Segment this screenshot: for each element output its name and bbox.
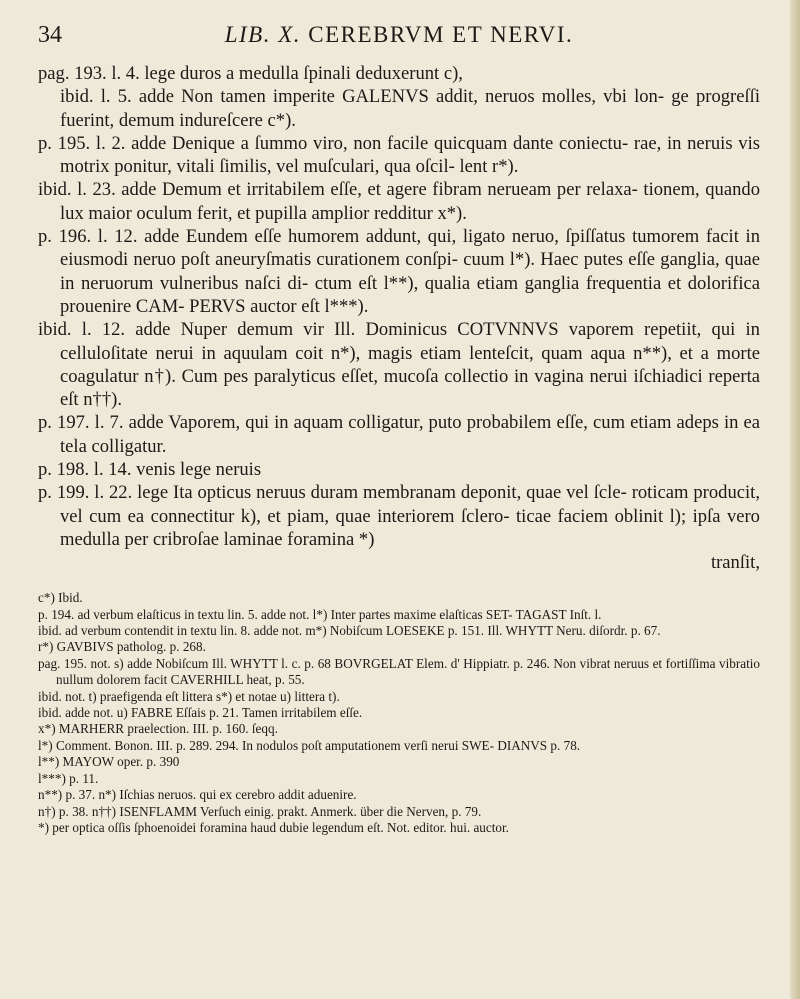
text-line: roticam producit, vel cum ea connectitur k), et piam, quae interiorem ſclero- (60, 482, 760, 527)
catchword-line: tranſit, (710, 552, 760, 574)
text-line: ctum eſt l**), qualia etiam ganglia frequentia et dolorifica prouenire CAM- (60, 272, 760, 317)
footnote: ibid. not. t) praefigenda eſt littera s*) et notae u) littera t). (38, 688, 340, 704)
title-text: CEREBRVM ET NERVI. (308, 22, 574, 47)
page-edge (790, 0, 800, 999)
footnote (38, 738, 760, 754)
text-line: ibid. l. 12. adde Nuper demum vir Ill. Dominicus COTVNNVS vaporem repetiit, (38, 319, 702, 341)
footnote-line: p. 246. Non vibrat neruus et fortiſſima vibratio nullum dolorem facit CAVERHILL heat, p. 55. (56, 655, 760, 688)
running-header (38, 22, 760, 58)
entry (38, 411, 760, 458)
footnote-line: p. 194. ad verbum elaſticus in textu lin. 5. adde not. l*) Inter partes maxime elaſticas SET- (38, 606, 513, 622)
text-line: ibid. l. 5. adde Non tamen imperite GALENVS addit, neruos molles, vbi lon- (60, 86, 665, 108)
text-line: p. 195. l. 2. adde Denique a ſummo viro, non facile quicquam dante coniectu- (38, 132, 629, 154)
entry (38, 318, 760, 411)
footnote-line: ibid. ad verbum contendit in textu lin. 8. adde not. m*) Nobiſcum LOESEKE p. 151. Ill. (38, 623, 503, 639)
page-number: 34 (38, 22, 62, 48)
text-line: PERVS auctor eſt l***). (189, 295, 369, 317)
footnote: l**) MAYOW oper. p. 390 (38, 754, 180, 770)
text-line: ge progreſſi fuerint, demum indureſcere c*). (60, 86, 760, 131)
entry (38, 62, 760, 132)
text-line: rae, in neruis vis motrix ponitur, vitali ſimilis, vel muſculari, qua oſcil- (60, 132, 760, 178)
text-line: p. 199. l. 22. lege Ita opticus neruus duram membranam deponit, quae vel ſcle- (38, 482, 627, 504)
footnote: x*) MARHERR praelection. III. p. 160. ſeqq. (38, 721, 278, 737)
text-line: tionem, quando lux maior oculum ferit, et pupilla amplior redditur x*). (60, 179, 760, 224)
text-line: collectio in vagina nerui iſchiadici reperta eſt n††). (60, 365, 760, 411)
text-line: lent r*). (459, 156, 519, 178)
footnote: r*) GAVBIVS patholog. p. 268. (38, 639, 206, 655)
main-text (38, 62, 760, 574)
footnote: l***) p. 11. (38, 770, 99, 786)
text-line: qui in celluloſitate nerui in aquulam coit n*), magis etiam lenteſcit, quam (60, 319, 760, 364)
text-line: p. 196. l. 12. adde Eundem eſſe humorem addunt, qui, ligato neruo, ſpiſſatus (38, 226, 626, 248)
footnote: n†) p. 38. n††) ISENFLAMM Verſuch einig. prakt. Anmerk. über die Nerven, p. 79. (38, 803, 482, 819)
text-line: p. 197. l. 7. adde Vaporem, qui in aquam colligatur, puto probabilem eſſe, cum (38, 412, 626, 434)
footnotes (38, 590, 760, 836)
entry (38, 481, 760, 551)
footnote (38, 607, 760, 623)
text-line: ticae faciem oblinit l); ipſa vero medulla per cribroſae laminae foramina *) (60, 505, 760, 550)
running-title (98, 22, 760, 48)
text-line: cuum l*). Haec putes eſſe ganglia, quae in neruorum vulneribus naſci di- (60, 249, 760, 294)
book-page (38, 22, 760, 836)
footnote-line: pag. 195. not. s) adde Nobiſcum Ill. WHYTT l. c. p. 68 BOVRGELAT Elem. d' Hippiatr. (38, 655, 510, 671)
footnote: ibid. adde not. u) FABRE Eſſais p. 21. Tamen irritabilem eſſe. (38, 705, 363, 721)
entry (38, 132, 760, 179)
title-book-number: LIB. X. (224, 22, 301, 47)
footnote (38, 623, 760, 639)
text-line: tumorem facit in eiusmodi neruo poſt aneuryſmatis curationem conſpi- (60, 226, 761, 271)
footnote: *) per optica oſſis ſphoenoidei foramina haud dubie legendum eſt. Not. editor. hui. auctor. (38, 819, 509, 835)
footnote-line: DIANVS p. 78. (497, 737, 581, 753)
text-line: etiam adeps in ea tela colligatur. (60, 412, 760, 457)
entry (38, 178, 760, 225)
text-line: aqua n**), et a morte coagulatur n†). Cum pes paralyticus eſſet, mucoſa (60, 342, 760, 387)
entry (38, 458, 760, 481)
footnote: n**) p. 37. n*) Iſchias neruos. qui ex cerebro addit aduenire. (38, 787, 357, 803)
text-line: p. 198. l. 14. venis lege neruis (38, 459, 262, 481)
text-line: pag. 193. l. 4. lege duros a medulla ſpinali deduxerunt c), (38, 63, 463, 84)
footnote: c*) Ibid. (38, 590, 83, 606)
entry (38, 225, 760, 318)
footnote-line: l*) Comment. Bonon. III. p. 289. 294. In nodulos poſt amputationem verſi nerui SWE- (38, 737, 495, 753)
footnote-line: WHYTT Neru. diſordr. p. 67. (505, 623, 661, 639)
text-line: ibid. l. 23. adde Demum et irritabilem eſſe, et agere fibram nerueam per relaxa- (38, 179, 638, 201)
footnote-line: TAGAST Inſt. l. (515, 606, 602, 622)
footnote (38, 656, 760, 689)
